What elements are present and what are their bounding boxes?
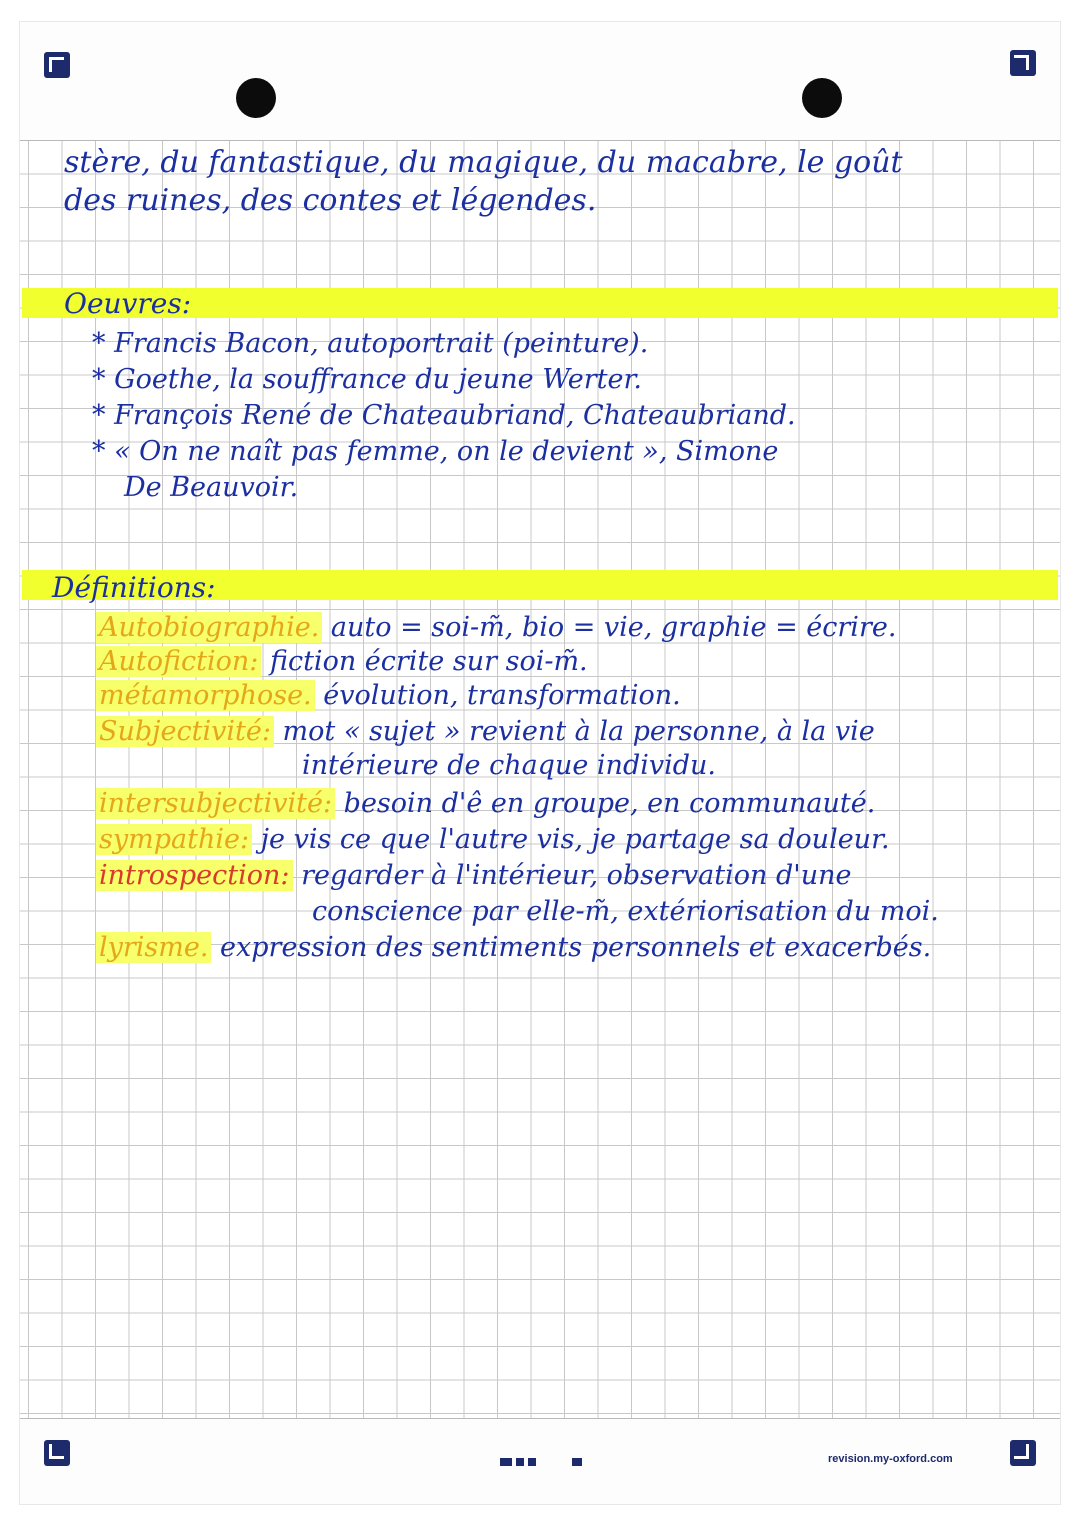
definition-text: besoin d'ê en groupe, en communauté. — [343, 788, 876, 819]
definition-term: introspection: — [96, 860, 293, 891]
definition-row — [96, 934, 931, 961]
oeuvres-heading: Oeuvres: — [64, 287, 192, 320]
definition-text: fiction écrite sur soi-m̃. — [269, 646, 588, 677]
footer-mark — [500, 1458, 512, 1466]
definition-text: expression des sentiments personnels et exacerbés. — [220, 932, 932, 963]
intro-line-1: stère, du fantastique, du magique, du macabre, le goût — [64, 145, 903, 180]
definition-row — [96, 826, 890, 853]
footer-site-url: revision.my-oxford.com — [828, 1453, 953, 1465]
corner-marker-top-left-icon — [44, 52, 70, 78]
definition-term: Autobiographie. — [96, 612, 322, 643]
punch-hole-left — [236, 78, 276, 118]
definition-row — [96, 718, 875, 745]
definition-row — [96, 790, 875, 817]
definition-continuation: conscience par elle-m̃, extériorisation du moi. — [312, 896, 939, 927]
oeuvre-item: * François René de Chateaubriand, Chateaubriand. — [92, 400, 796, 431]
bottom-rule — [20, 1418, 1060, 1419]
top-rule — [20, 140, 1060, 141]
corner-marker-top-right-icon — [1010, 50, 1036, 76]
footer-mark — [516, 1458, 524, 1466]
punch-hole-right — [802, 78, 842, 118]
definition-term: intersubjectivité: — [96, 788, 335, 819]
definition-row — [96, 614, 896, 641]
definition-term: sympathie: — [96, 824, 252, 855]
corner-marker-bottom-right-icon — [1010, 1440, 1036, 1466]
definition-term: Subjectivité: — [96, 716, 274, 747]
definition-term: métamorphose. — [96, 680, 315, 711]
definition-text: regarder à l'intérieur, observation d'une — [301, 860, 852, 891]
intro-line-2: des ruines, des contes et légendes. — [64, 183, 597, 218]
oeuvre-item: * Goethe, la souffrance du jeune Werter. — [92, 364, 643, 395]
definition-text: je vis ce que l'autre vis, je partage sa douleur. — [260, 824, 890, 855]
definition-text: évolution, transformation. — [323, 680, 681, 711]
oeuvre-item: * « On ne naît pas femme, on le devient », Simone — [92, 436, 779, 467]
definition-row — [96, 862, 851, 889]
corner-marker-bottom-left-icon — [44, 1440, 70, 1466]
definition-term: lyrisme. — [96, 932, 211, 963]
definition-row — [96, 648, 588, 675]
oeuvre-item: De Beauvoir. — [124, 472, 299, 503]
footer-mark — [572, 1458, 582, 1466]
oeuvre-item: * Francis Bacon, autoportrait (peinture). — [92, 328, 649, 359]
definition-text: mot « sujet » revient à la personne, à la vie — [282, 716, 875, 747]
definition-row — [96, 682, 681, 709]
footer-mark — [528, 1458, 536, 1466]
definition-continuation: intérieure de chaque individu. — [302, 750, 717, 781]
definitions-heading: Définitions: — [52, 571, 216, 604]
definition-term: Autofiction: — [96, 646, 261, 677]
definition-text: auto = soi-m̃, bio = vie, graphie = écrire. — [330, 612, 897, 643]
